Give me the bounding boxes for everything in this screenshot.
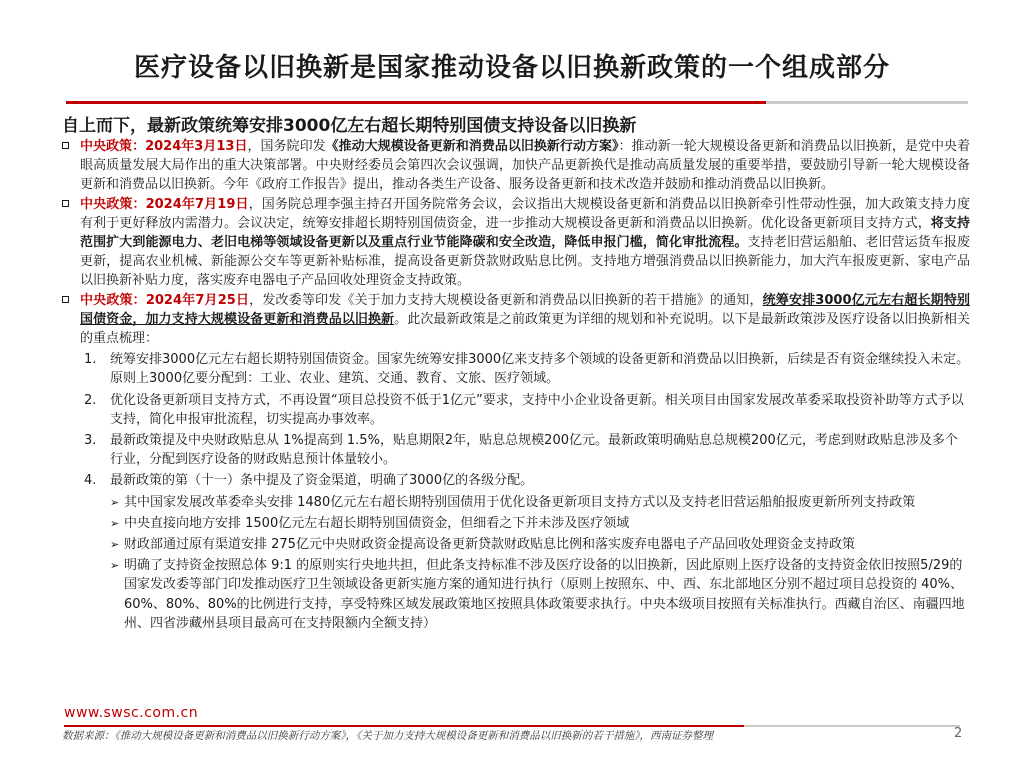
arrow-bullet-icon: ➢ <box>110 538 120 552</box>
paragraph-text: ：推动新一轮大规模设备更新和消费品以旧换新，是党中央着眼高质量发展大局作出的重大决策部署。中央财经委员会第四次会议强调，加快产品更新换代是推动高质量发展的重要举措，要鼓励引导新一轮大规模设备更新和消费品以旧换新。今年《政府工作报告》提出，推动各类生产设备、服务设备更新和技术改造并鼓励和推动消费品以旧换新。 <box>80 139 970 193</box>
policy-paragraph-2 <box>62 195 970 291</box>
data-source: 数据来源：《推动大规模设备更新和消费品以旧换新行动方案》，《关于加力支持大规模设备更新和消费品以旧换新的若干措施》，西南证券整理 <box>62 730 713 742</box>
list-item <box>80 391 970 429</box>
content-body <box>62 137 970 633</box>
divider-grey <box>766 101 968 104</box>
policy-label: 中央政策：2024年7月19日 <box>80 196 249 212</box>
sublist-item <box>110 535 970 554</box>
policy-label: 中央政策：2024年7月25日 <box>80 292 250 308</box>
sublist-item <box>110 556 970 633</box>
list-item-text: 最新政策提及中央财政贴息从 1%提高到 1.5%，贴息期限2年，贴息总规模200亿元。最新政策明确贴息总规模200亿元，考虑到财政贴息涉及多个行业，分配到医疗设备的财政贴息预计体量较小。 <box>110 433 958 468</box>
checkbox-bullet-icon <box>62 142 69 149</box>
arrow-bullet-icon: ➢ <box>110 495 120 509</box>
page-title: 医疗设备以旧换新是国家推动设备以旧换新政策的一个组成部分 <box>133 53 890 83</box>
sublist-item-text: 其中国家发展改革委牵头安排 1480亿元左右超长期特别国债用于优化设备更新项目支持方式以及支持老旧营运船舶报废更新所列支持政策 <box>124 494 916 510</box>
paragraph-text: 。此次最新政策是之前政策更为详细的规划和补充说明。以下是最新政策涉及医疗设备以旧换新相关的重点梳理： <box>80 311 970 347</box>
arrow-sublist <box>110 493 970 633</box>
footer-divider-grey <box>744 725 960 727</box>
list-number: 4. <box>84 473 97 489</box>
policy-paragraph-3 <box>62 291 970 349</box>
footer-divider <box>64 725 960 727</box>
title-divider <box>66 101 968 104</box>
list-item <box>80 471 970 490</box>
checkbox-bullet-icon <box>62 296 69 303</box>
section-subtitle: 自上而下，最新政策统筹安排3000亿左右超长期特别国债支持设备以旧换新 <box>62 116 637 136</box>
paragraph-bold-text: 《推动大规模设备更新和消费品以旧换新行动方案》 <box>325 139 619 154</box>
checkbox-bullet-icon <box>62 200 69 207</box>
paragraph-bold-text: 将支持范围扩大到能源电力、老旧电梯等领域设备更新以及重点行业节能降碳和安全改造，降低申报门槛，简化审批流程。 <box>80 215 970 251</box>
list-number: 3. <box>84 433 97 449</box>
paragraph-text: ，发改委等印发《关于加力支持大规模设备更新和消费品以旧换新的若干措施》的通知， <box>249 292 763 308</box>
paragraph-bold-underlined-text: 统筹安排3000亿元左右超长期特别国债资金，加力支持大规模设备更新和消费品以旧换新 <box>80 292 970 327</box>
list-item-text: 统筹安排3000亿元左右超长期特别国债资金。国家先统筹安排3000亿来支持多个领域的设备更新和消费品以旧换新，后续是否有资金继续投入未定。原则上3000亿要分配到：工业、农业、建筑、交通、教育、文旅、医疗领域。 <box>110 352 970 387</box>
sublist-item <box>110 514 970 533</box>
numbered-list <box>80 350 970 490</box>
paragraph-text: 支持老旧营运船舶、老旧营运货车报废更新，提高农业机械、新能源公交车等更新补贴标准，提高设备更新贷款财政贴息比例。支持地方增强消费品以旧换新能力，加大汽车报废更新、家电产品以旧换新补贴力度，落实废弃电器电子产品回收处理资金支持政策。 <box>80 235 970 289</box>
list-number: 2. <box>84 392 97 408</box>
list-item-text: 最新政策的第（十一）条中提及了资金渠道，明确了3000亿的各级分配。 <box>110 473 534 489</box>
website-link[interactable]: www.swsc.com.cn <box>64 705 199 721</box>
sublist-item-text: 中央直接向地方安排 1500亿元左右超长期特别国债资金，但细看之下并未涉及医疗领域 <box>124 515 630 531</box>
list-item <box>80 350 970 388</box>
arrow-bullet-icon: ➢ <box>110 559 120 573</box>
sublist-item <box>110 493 970 512</box>
sublist-item-text: 明确了支持资金按照总体 9:1 的原则实行央地共担，但此条支持标准不涉及医疗设备的以旧换新，因此原则上医疗设备的支持资金依旧按照5/29的国家发改委等部门印发推动医疗卫生领域设备更新实施方案的通知进行执行（原则上按照东、中、西、东北部地区分别不超过项目总投资的 40%、60%、80%、80%的比例进行支持，享受特殊区域发展政策地区按照具体政策要求执行。中央本级项目按照有关标准执行。西藏自治区、南疆四地州、四省涉藏州县项目最高可在支持限额内全额支持） <box>124 558 965 631</box>
arrow-bullet-icon: ➢ <box>110 516 120 530</box>
policy-paragraph-1 <box>62 137 970 195</box>
policy-label: 中央政策：2024年3月13日 <box>80 139 248 154</box>
page-number: 2 <box>954 726 963 741</box>
list-item <box>80 431 970 469</box>
paragraph-text: ，国务院总理李强主持召开国务院常务会议，会议指出大规模设备更新和消费品以旧换新牵引性带动性强，加大政策支持力度有利于更好释放内需潜力。会议决定，统筹安排超长期特别国债资金，进一步推动大规模设备更新和消费品以旧换新。优化设备更新项目支持方式， <box>80 196 970 231</box>
sublist-item-text: 财政部通过原有渠道安排 275亿元中央财政资金提高设备更新贷款财政贴息比例和落实废弃电器电子产品回收处理资金支持政策 <box>124 537 855 553</box>
list-number: 1. <box>84 352 97 368</box>
list-item-text: 优化设备更新项目支持方式，不再设置“项目总投资不低于1亿元”要求，支持中小企业设备更新。相关项目由国家发展改革委采取投资补助等方式予以支持，简化申报审批流程，切实提高办事效率。 <box>110 392 964 427</box>
paragraph-text: ，国务院印发 <box>247 139 326 154</box>
